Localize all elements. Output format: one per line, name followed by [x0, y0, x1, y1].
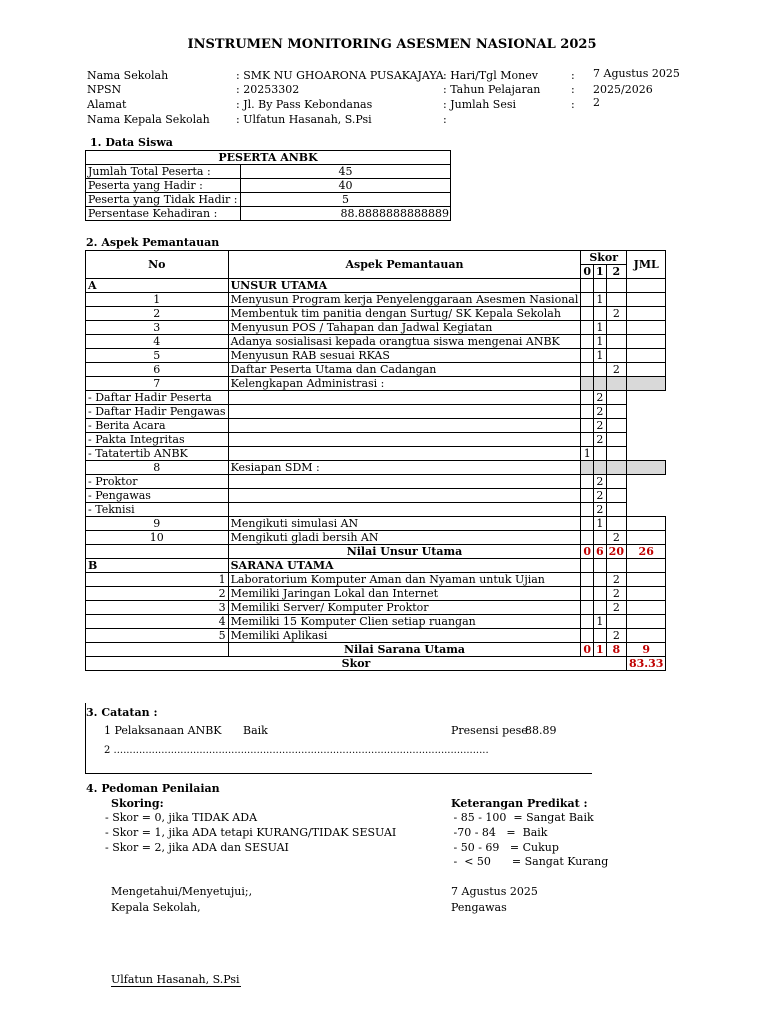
table-row — [86, 531, 666, 545]
signature-left-line2: Kepala Sekolah, — [111, 901, 201, 914]
row-skor-2: 2 — [606, 363, 626, 377]
signature-right-line1: 7 Agustus 2025 — [451, 885, 538, 898]
row-skor-2: 2 — [594, 489, 607, 503]
row-no: 3 — [86, 601, 229, 615]
catatan-presensi-label: Presensi pese — [451, 724, 528, 737]
row-jml — [606, 489, 626, 503]
table-row — [86, 433, 666, 447]
head-skor-0: 0 — [581, 265, 594, 279]
row-skor-2 — [606, 293, 626, 307]
table-row — [86, 307, 666, 321]
catatan-bottom-border — [85, 773, 592, 774]
row-skor-1: 1 — [594, 293, 607, 307]
row-skor-2 — [606, 517, 626, 531]
row-skor-1: 1 — [594, 349, 607, 363]
row-text: - Teknisi — [86, 503, 229, 517]
predikat-item: -70 - 84 = Baik — [450, 826, 548, 839]
b-total-label: Nilai Sarana Utama — [228, 643, 581, 657]
row-skor-1 — [581, 475, 594, 489]
sesi-colon: : — [571, 98, 575, 111]
data-siswa-table — [85, 150, 451, 221]
row-skor-2 — [606, 335, 626, 349]
row8-head: Kesiapan SDM : — [228, 461, 581, 475]
row-label: Jumlah Total Peserta : — [86, 165, 241, 179]
table-row — [86, 207, 451, 221]
table-row — [86, 165, 451, 179]
row-no: 10 — [86, 531, 229, 545]
row-jml — [606, 447, 626, 461]
tahun-value: 2025/2026 — [593, 83, 653, 96]
section-a-code: A — [86, 279, 229, 293]
row-skor-0 — [581, 307, 594, 321]
table-row — [86, 391, 666, 405]
row-text: Daftar Peserta Utama dan Cadangan — [228, 363, 581, 377]
row-value: 5 — [241, 193, 451, 207]
table-row — [86, 321, 666, 335]
a-total-s1: 6 — [594, 545, 607, 559]
row-no: 5 — [86, 629, 229, 643]
row-text: Adanya sosialisasi kepada orangtua siswa mengenai ANBK — [228, 335, 581, 349]
row-skor-1 — [594, 307, 607, 321]
catatan-line1-label: 1 Pelaksanaan ANBK — [104, 724, 222, 737]
peserta-anbk-header: PESERTA ANBK — [86, 151, 451, 165]
row-jml — [626, 517, 665, 531]
row-jml — [626, 573, 665, 587]
row-skor-0 — [228, 447, 581, 461]
row-skor-1: 1 — [594, 517, 607, 531]
a-total-s0: 0 — [581, 545, 594, 559]
row-jml — [626, 293, 665, 307]
section3-heading: 3. Catatan : — [86, 706, 158, 719]
row-no: 1 — [86, 293, 229, 307]
row-jml — [626, 363, 665, 377]
row-skor-0 — [228, 489, 581, 503]
row-skor-2: 2 — [594, 405, 607, 419]
row-text: Memiliki Server/ Komputer Proktor — [228, 601, 581, 615]
section4-heading: 4. Pedoman Penilaian — [86, 782, 220, 795]
row-skor-2: 2 — [594, 391, 607, 405]
tahun-label: : Tahun Pelajaran — [443, 83, 541, 96]
head-jml: JML — [626, 251, 665, 279]
table-row — [86, 475, 666, 489]
a-total-label: Nilai Unsur Utama — [228, 545, 581, 559]
signature-left-line1: Mengetahui/Menyetujui;, — [111, 885, 253, 898]
row-text: - Pengawas — [86, 489, 229, 503]
row-skor-0 — [581, 587, 594, 601]
row-skor-0 — [228, 503, 581, 517]
row-jml — [626, 587, 665, 601]
skoring-item: - Skor = 2, jika ADA dan SESUAI — [105, 841, 289, 854]
row-no: 3 — [86, 321, 229, 335]
row-skor-2 — [594, 447, 607, 461]
row-jml — [606, 391, 626, 405]
row-skor-0 — [581, 573, 594, 587]
row-text: Mengikuti simulasi AN — [228, 517, 581, 531]
nama-sekolah-value: : SMK NU GHOARONA PUSAKAJAYA — [236, 69, 444, 82]
row-jml — [626, 531, 665, 545]
row-text: - Tatatertib ANBK — [86, 447, 229, 461]
row-skor-2: 2 — [606, 601, 626, 615]
row-text: Memiliki Aplikasi — [228, 629, 581, 643]
table-row — [86, 573, 666, 587]
hari-colon: : — [571, 69, 575, 82]
row-no: 4 — [86, 615, 229, 629]
row-jml — [606, 419, 626, 433]
row-value: 88.8888888888889 — [241, 207, 451, 221]
row-skor-2: 2 — [606, 573, 626, 587]
row-no: 2 — [86, 307, 229, 321]
signature-left-name: Ulfatun Hasanah, S.Psi — [111, 973, 240, 986]
row-skor-2: 2 — [594, 475, 607, 489]
skoring-item: - Skor = 0, jika TIDAK ADA — [105, 811, 258, 824]
row-skor-1 — [581, 391, 594, 405]
npsn-label: NPSN — [87, 83, 122, 96]
hari-label: : Hari/Tgl Monev — [443, 69, 538, 82]
row-skor-1 — [594, 531, 607, 545]
row-skor-1 — [594, 629, 607, 643]
row-text: - Pakta Integritas — [86, 433, 229, 447]
table-row — [86, 349, 666, 363]
row-jml — [626, 321, 665, 335]
row7-no: 7 — [86, 377, 229, 391]
row-jml — [626, 601, 665, 615]
row-skor-2: 2 — [594, 433, 607, 447]
row-no: 6 — [86, 363, 229, 377]
row-skor-2: 2 — [606, 587, 626, 601]
row-skor-0 — [581, 363, 594, 377]
row-skor-0 — [581, 321, 594, 335]
row-jml — [626, 349, 665, 363]
row-skor-1: 1 — [594, 321, 607, 335]
row-skor-1 — [581, 405, 594, 419]
row-value: 40 — [241, 179, 451, 193]
a-total-s2: 20 — [606, 545, 626, 559]
head-no: No — [86, 251, 229, 279]
predikat-item: - 50 - 69 = Cukup — [450, 841, 559, 854]
aspek-table — [85, 250, 666, 671]
row-jml — [606, 503, 626, 517]
alamat-label: Alamat — [87, 98, 127, 111]
row-skor-1 — [581, 419, 594, 433]
kepsek-label: Nama Kepala Sekolah — [87, 113, 210, 126]
hari-value: 7 Agustus 2025 — [593, 67, 680, 80]
table-row — [86, 293, 666, 307]
row-skor-1 — [594, 363, 607, 377]
predikat-item: - 85 - 100 = Sangat Baik — [450, 811, 594, 824]
row-no: 5 — [86, 349, 229, 363]
row-skor-1: 1 — [594, 615, 607, 629]
kepsek-value: : Ulfatun Hasanah, S.Psi — [236, 113, 372, 126]
skoring-item: - Skor = 1, jika ADA tetapi KURANG/TIDAK SESUAI — [105, 826, 397, 839]
row-text: Laboratorium Komputer Aman dan Nyaman untuk Ujian — [228, 573, 581, 587]
table-row — [86, 363, 666, 377]
b-total-s1: 1 — [594, 643, 607, 657]
table-row — [86, 179, 451, 193]
row-skor-0 — [581, 629, 594, 643]
row-skor-2: 2 — [594, 419, 607, 433]
row-no: 2 — [86, 587, 229, 601]
row-jml — [626, 629, 665, 643]
catatan-line1-value: Baik — [243, 724, 268, 737]
row-text: Menyusun Program kerja Penyelenggaraan Asesmen Nasional — [228, 293, 581, 307]
row-skor-1 — [581, 503, 594, 517]
head-aspek: Aspek Pemantauan — [228, 251, 581, 279]
predikat-title: Keterangan Predikat : — [451, 797, 588, 810]
row-text: - Berita Acara — [86, 419, 229, 433]
alamat-value: : Jl. By Pass Kebondanas — [236, 98, 373, 111]
row-skor-0 — [581, 531, 594, 545]
row-text: Membentuk tim panitia dengan Surtug/ SK Kepala Sekolah — [228, 307, 581, 321]
row-skor-0 — [581, 293, 594, 307]
table-row — [86, 335, 666, 349]
row-skor-1 — [594, 573, 607, 587]
table-row — [86, 587, 666, 601]
row-skor-1 — [581, 489, 594, 503]
row-skor-0 — [228, 419, 581, 433]
row-text: - Daftar Hadir Pengawas — [86, 405, 229, 419]
row-jml — [606, 405, 626, 419]
row-skor-2: 2 — [606, 531, 626, 545]
row-no: 9 — [86, 517, 229, 531]
row-label: Peserta yang Hadir : — [86, 179, 241, 193]
skor-label: Skor — [86, 657, 627, 671]
head-skor-1: 1 — [594, 265, 607, 279]
signature-right-line2: Pengawas — [451, 901, 507, 914]
row-skor-2: 2 — [594, 503, 607, 517]
skor-value: 83.33 — [626, 657, 665, 671]
extra-colon: : — [443, 113, 447, 126]
row-skor-1 — [594, 601, 607, 615]
row-skor-2: 2 — [606, 629, 626, 643]
row-skor-0 — [581, 615, 594, 629]
table-row — [86, 419, 666, 433]
skoring-title: Skoring: — [111, 797, 164, 810]
row-value: 45 — [241, 165, 451, 179]
row-text: Mengikuti gladi bersih AN — [228, 531, 581, 545]
row-label: Peserta yang Tidak Hadir : — [86, 193, 241, 207]
table-row — [86, 447, 666, 461]
section2-heading: 2. Aspek Pemantauan — [86, 236, 220, 249]
row-text: Menyusun POS / Tahapan dan Jadwal Kegiatan — [228, 321, 581, 335]
row-skor-1: 1 — [594, 335, 607, 349]
b-total-s0: 0 — [581, 643, 594, 657]
catatan-presensi-value: 88.89 — [525, 724, 557, 737]
table-row — [86, 489, 666, 503]
row-skor-1 — [581, 433, 594, 447]
catatan-line2: 2 ...................................................................................................................... — [104, 745, 489, 756]
row-text: Menyusun RAB sesuai RKAS — [228, 349, 581, 363]
row-skor-0 — [228, 433, 581, 447]
section-b-code: B — [86, 559, 229, 573]
npsn-value: : 20253302 — [236, 83, 300, 96]
row-jml — [606, 475, 626, 489]
head-skor: Skor — [581, 251, 627, 265]
row-skor-1 — [594, 587, 607, 601]
section-b-title: SARANA UTAMA — [228, 559, 581, 573]
row-text: - Proktor — [86, 475, 229, 489]
sesi-value: 2 — [593, 96, 600, 109]
row-jml — [626, 335, 665, 349]
row-skor-0 — [581, 601, 594, 615]
row-skor-2 — [606, 349, 626, 363]
table-row — [86, 405, 666, 419]
table-row — [86, 615, 666, 629]
row-skor-2 — [606, 615, 626, 629]
sesi-label: : Jumlah Sesi — [443, 98, 516, 111]
row-no: 4 — [86, 335, 229, 349]
table-row — [86, 629, 666, 643]
row-skor-0 — [581, 517, 594, 531]
row-jml — [626, 615, 665, 629]
table-row — [86, 517, 666, 531]
nama-sekolah-label: Nama Sekolah — [87, 69, 169, 82]
row-skor-0 — [228, 391, 581, 405]
row-skor-0 — [228, 475, 581, 489]
tahun-colon: : — [571, 83, 575, 96]
predikat-item: - < 50 = Sangat Kurang — [450, 855, 609, 868]
row-skor-1: 1 — [581, 447, 594, 461]
head-skor-2: 2 — [606, 265, 626, 279]
b-total-jml: 9 — [626, 643, 665, 657]
row-skor-0 — [581, 335, 594, 349]
row-text: - Daftar Hadir Peserta — [86, 391, 229, 405]
page-title: INSTRUMEN MONITORING ASESMEN NASIONAL 2025 — [187, 37, 597, 52]
row8-no: 8 — [86, 461, 229, 475]
table-row — [86, 503, 666, 517]
row-skor-2 — [606, 321, 626, 335]
b-total-s2: 8 — [606, 643, 626, 657]
row-text: Memiliki 15 Komputer Clien setiap ruangan — [228, 615, 581, 629]
row-jml — [606, 433, 626, 447]
row-skor-2: 2 — [606, 307, 626, 321]
row-jml — [626, 307, 665, 321]
section1-heading: 1. Data Siswa — [90, 136, 173, 149]
a-total-jml: 26 — [626, 545, 665, 559]
signature-underline — [111, 986, 241, 987]
table-row — [86, 193, 451, 207]
row7-head: Kelengkapan Administrasi : — [228, 377, 581, 391]
table-row — [86, 601, 666, 615]
row-skor-0 — [581, 349, 594, 363]
row-text: Memiliki Jaringan Lokal dan Internet — [228, 587, 581, 601]
section-a-title: UNSUR UTAMA — [228, 279, 581, 293]
row-no: 1 — [86, 573, 229, 587]
row-label: Persentase Kehadiran : — [86, 207, 241, 221]
row-skor-0 — [228, 405, 581, 419]
